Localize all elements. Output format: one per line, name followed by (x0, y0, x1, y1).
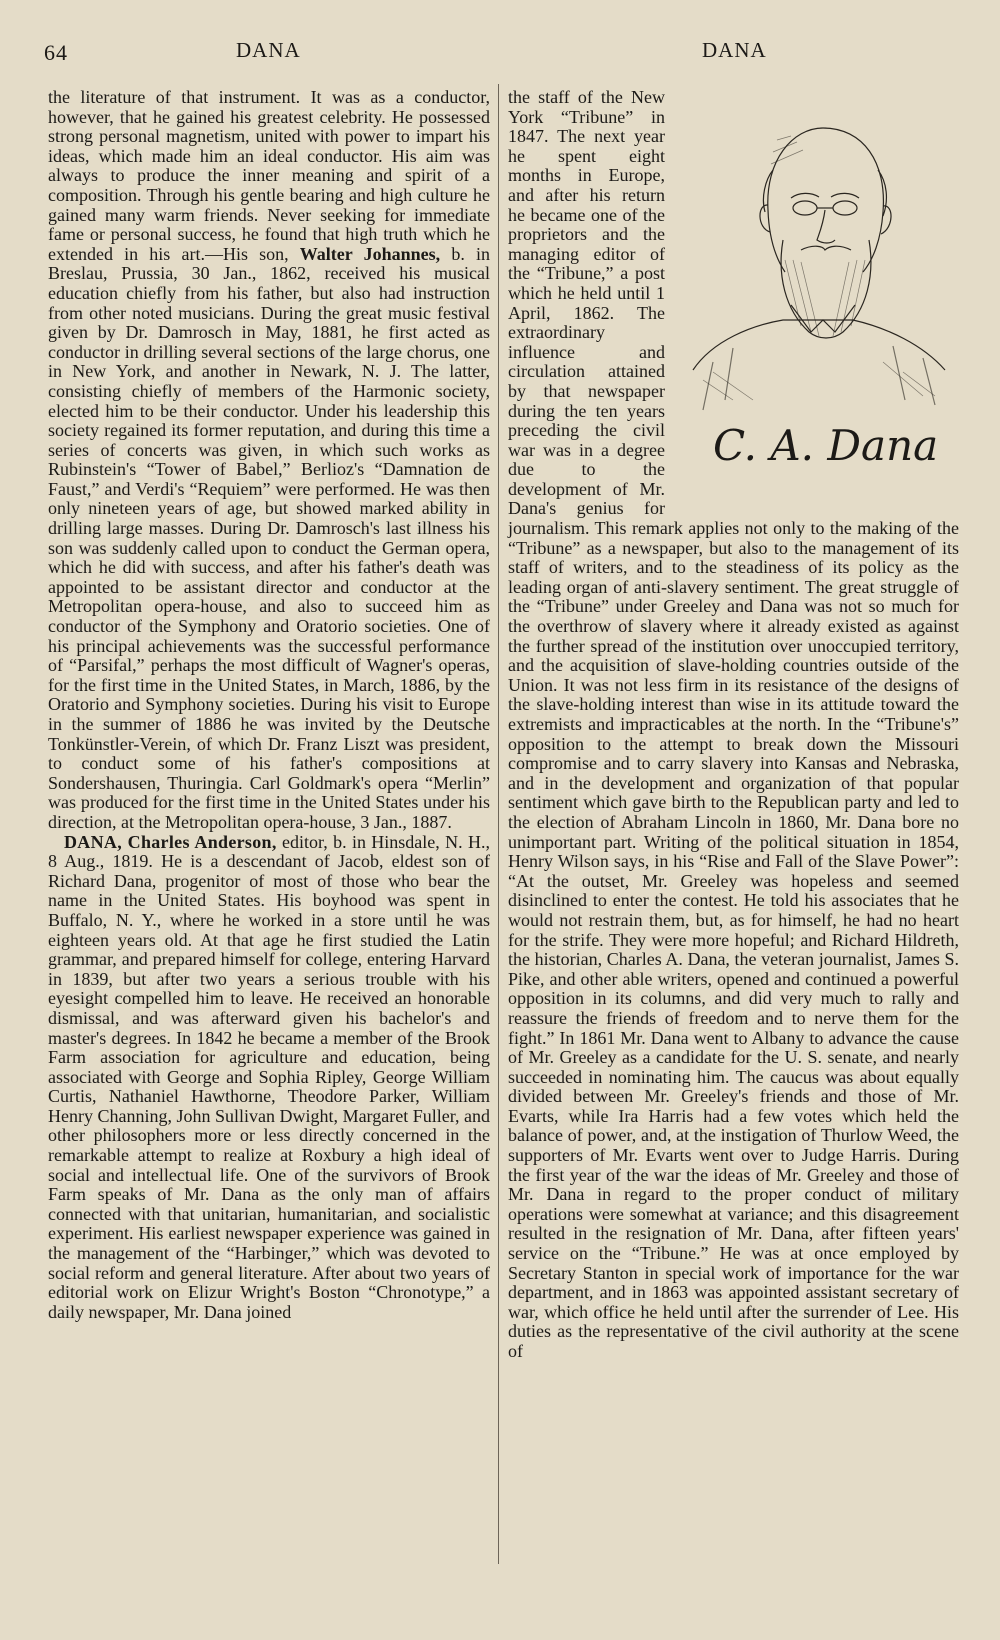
portrait-engraving (673, 100, 963, 510)
portrait-image (673, 100, 963, 510)
column-divider (498, 84, 499, 1564)
running-head-left: DANA (236, 38, 301, 62)
dana-entry-heading: DANA, Charles Anderson, (64, 831, 277, 852)
dana-continuation-paragraph: the staff of the New York “Tribune” in 1847. The next year he spent eight months in Europe, and after his return he became one of the proprietors and the managing editor of the “Tribune,” a post which he held until 1 April, 1862. The extraordinary influence and circulation attained by that newspaper during the ten years preceding the civil war was in a degree due to the development of Mr. Dana's genius for journalism. This remark applies not only to the making of the “Tribune” as a newspaper, but also to the management of its staff of writers, and to the steadiness of its policy as the leading organ of anti-slavery sentiment. The great struggle of the “Tribune” under Greeley and Dana was not so much for the overthrow of slavery where it already existed as against the further spread of the institution over unoccupied territory, and the acquisition of slave-holding countries outside of the Union. It was not less firm in its resistance of the designs of the slave-holding interest than wise in its attitude toward the extremists and impracticables at the north. In the “Tribune's” opposition to the attempt to break down the Missouri compromise and to carry slavery into Kansas and Nebraska, and in the development and organization of that popular sentiment which gave birth to the Republican party and led to the election of Abraham Lincoln in 1860, Mr. Dana bore no unimportant part. Writing of the political situation in 1854, Henry Wilson says, in his “Rise and Fall of the Slave Power”: “At the outset, Mr. Greeley was hopeless and seemed disinclined to enter the contest. He told his associates that he would not restrain them, but, as for himself, he had no heart for the strife. They were more hopeful; and Richard Hildreth, the historian, Charles A. Dana, the veteran journalist, James S. Pike, and other able writers, opened and continued a powerful opposition in its columns, and did very much to rally and reassure the friends of freedom and to nerve them for the fight.” In 1861 Mr. Dana went to Albany to advance the cause of Mr. Greeley as a candidate for the U. S. senate, and nearly succeeded in nominating him. The caucus was about equally divided between Mr. Greeley's friends and those of Mr. Evarts, while Ira Harris had a few votes which held the balance of power, and, at the instigation of Thurlow Weed, the supporters of Mr. Evarts went over to Judge Harris. During the first year of the war the ideas of Mr. Greeley and those of Mr. Dana in regard to the proper conduct of military operations were somewhat at variance; and this disagreement resulted in the resignation of Mr. Dana, after fifteen years' service on the “Tribune.” He was at once employed by Secretary Stanton in special work of importance for the war department, and in 1863 was appointed assistant secretary of war, which office he held until after the surrender of Lee. His duties as the representative of the civil authority at the scene of (508, 87, 959, 1361)
dana-entry-text: editor, b. in Hinsdale, N. H., 8 Aug., 1819. He is a descendant of Jacob, eldest son of Richard Dana, progenitor of most of those who bear the name in the United States. His boyhood was spent in Buffalo, N. Y., where he worked in a store until he was eighteen years old. At that age he first studied the Latin grammar, and prepared himself for college, entering Harvard in 1839, but after two years a serious trouble with his eyesight compelled him to leave. He received an honorable dismissal, and was afterward given his bachelor's and master's degrees. In 1842 he became a member of the Brook Farm association for agriculture and education, being associated with George and Sophia Ripley, George William Curtis, Nathaniel Hawthorne, Theodore Parker, William Henry Channing, John Sullivan Dwight, Margaret Fuller, and other philosophers more or less directly concerned in the remarkable attempt to realize at Roxbury a high ideal of social and intellectual life. One of the survivors of Brook Farm speaks of Mr. Dana as the only man of affairs connected with that unitarian, humanitarian, and socialistic experiment. His earliest newspaper experience was gained in the management of the “Harbinger,” which was devoted to social reform and general literature. After about two years of editorial work on Elizur Wright's Boston “Chronotype,” a daily newspaper, Mr. Dana joined (48, 831, 490, 1322)
page-number: 64 (44, 40, 68, 65)
damrosch-paragraph (48, 88, 490, 833)
left-column (48, 88, 490, 1322)
damrosch-text-b: b. in Breslau, Prussia, 30 Jan., 1862, received his musical education chiefly from his father, but also had instruction from other noted musicians. During the great music festival given by Dr. Damrosch in May, 1881, he first acted as conductor in drilling several sections of the large chorus, one in New York, and another in Newark, N. J. The latter, consisting chiefly of members of the Harmonic society, elected him to be their conductor. Under his leadership this society regained its former reputation, and during this time a series of concerts was given, in which such works as Rubinstein's “Tower of Babel,” Berlioz's “Damnation de Faust,” and Verdi's “Requiem” were performed. He was then only nineteen years of age, but showed marked ability in drilling large masses. During Dr. Damrosch's last illness his son was suddenly called upon to conduct the German opera, which he did with success, and after his father's death was appointed to be assistant director and conductor at the Metropolitan opera-house, and also to succeed him as conductor of the Symphony and Oratorio societies. One of his principal achievements was the successful performance of “Parsifal,” perhaps the most difficult of Wagner's operas, for the first time in the United States, in March, 1886, by the Oratorio and Symphony societies. During his visit to Europe in the summer of 1886 he was invited by the Deutsche Tonkünstler-Verein, of which Dr. Franz Liszt was president, to conduct some of his father's compositions at Sondershausen, Thuringia. Carl Goldmark's opera “Merlin” was produced for the first time in the United States under his direction, at the Metropolitan opera-house, 3 Jan., 1887. (48, 243, 490, 832)
signature: C. A. Dana (713, 421, 939, 470)
running-head-right: DANA (702, 38, 767, 62)
right-column (508, 88, 959, 1362)
damrosch-text-a: the literature of that instrument. It was as a conductor, however, that he gained his greatest celebrity. He possessed strong personal magnetism, united with power to impart his ideas, which made him an ideal conductor. His aim was always to produce the inner meaning and spirit of a composition. Through his gentle bearing and high culture he gained many warm friends. Never seeking for immediate fame or personal success, he found that high truth which he extended in his art.—His son, (48, 87, 490, 264)
page-header (0, 36, 1000, 66)
walter-johannes-name: Walter Johannes, (299, 243, 441, 264)
dana-entry-paragraph (48, 833, 490, 1323)
